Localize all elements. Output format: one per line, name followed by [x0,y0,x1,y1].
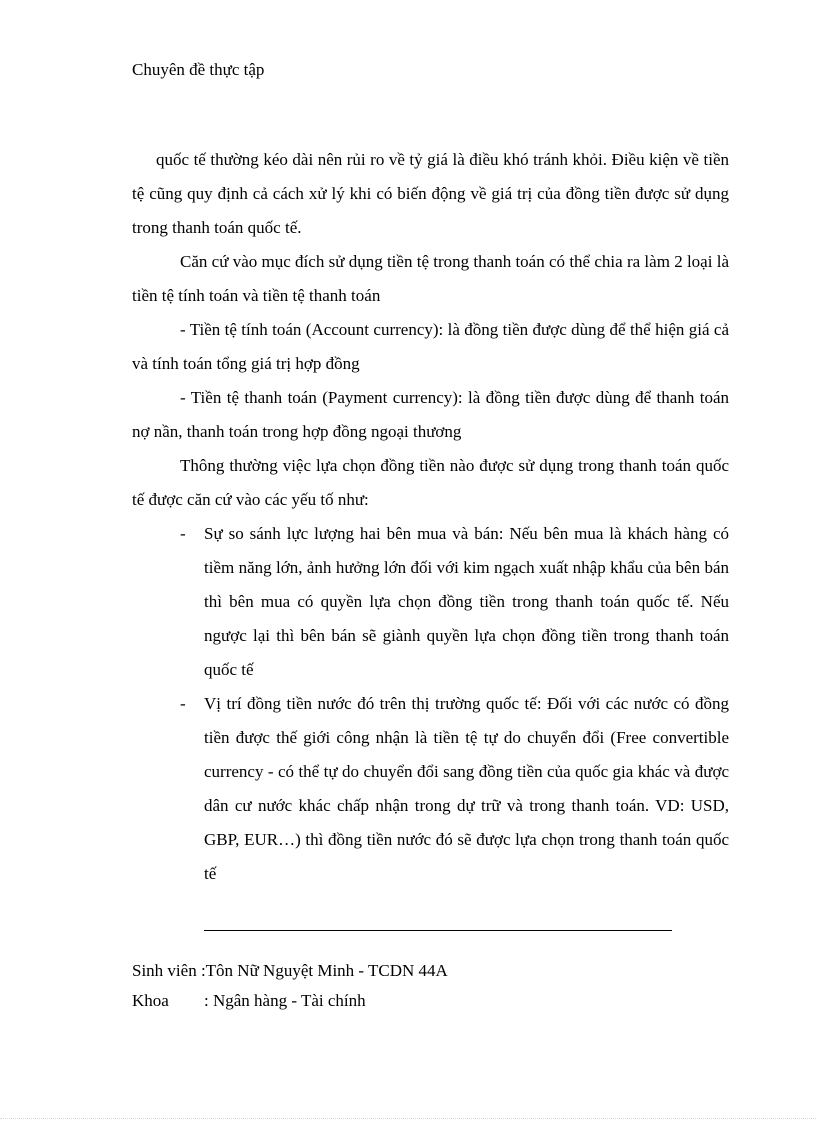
paragraph-4: - Tiền tệ thanh toán (Payment currency): là đồng tiền được dùng để thanh toán nợ nần, thanh toán trong hợp đồng ngoại thương [132,388,729,441]
footer-student-row [132,956,448,986]
student-name: Tôn Nữ Nguyệt Minh - TCDN 44A [205,961,448,980]
footer-divider [204,930,672,931]
paragraph-3: - Tiền tệ tính toán (Account currency): là đồng tiền được dùng để thể hiện giá cả và tính toán tổng giá trị hợp đồng [132,320,729,373]
bullet-item-1 [132,517,729,687]
bullet-text: Vị trí đồng tiền nước đó trên thị trường quốc tế: Đối với các nước có đồng tiền được thế giới công nhận là tiền tệ tự do chuyển đổi (Free convertible currency - có thể tự do chuyển đổi sang đồng tiền của quốc gia khác và được dân cư nước khác chấp nhận trong dự trữ và trong thanh toán. VD: USD, GBP, EUR…) thì đồng tiền nước đó sẽ được lựa chọn trong thanh toán quốc tế [204,694,729,883]
page-header: Chuyên đề thực tập [132,60,265,79]
bullet-text: Sự so sánh lực lượng hai bên mua và bán: Nếu bên mua là khách hàng có tiềm năng lớn, ảnh hưởng lớn đối với kim ngạch xuất nhập khẩu của bên bán thì bên mua có quyền lựa chọn đồng tiền trong thanh toán quốc tế. Nếu ngược lại thì bên bán sẽ giành quyền lựa chọn đồng tiền trong thanh toán quốc tế [204,524,729,679]
paragraph-1: quốc tế thường kéo dài nên rủi ro về tỷ giá là điều khó tránh khỏi. Điều kiện về tiền tệ cũng quy định cả cách xử lý khi có biến động về giá trị của đồng tiền được sử dụng trong thanh toán quốc tế. [132,150,729,237]
page-bottom-border [0,1118,816,1119]
paragraph-5: Thông thường việc lựa chọn đồng tiền nào được sử dụng trong thanh toán quốc tế được căn cứ vào các yếu tố như: [132,456,729,509]
faculty-label: Khoa [132,991,169,1010]
bullet-dash: - [180,524,186,543]
bullet-item-2 [132,687,729,891]
student-label: Sinh viên : [132,961,206,980]
faculty-name: : Ngân hàng - Tài chính [204,991,366,1010]
paragraph-2: Căn cứ vào mục đích sử dụng tiền tệ trong thanh toán có thể chia ra làm 2 loại là tiền tệ tính toán và tiền tệ thanh toán [132,252,729,305]
bullet-dash: - [180,694,186,713]
page-footer [132,956,448,1016]
document-body [132,143,729,891]
footer-faculty-row [132,986,448,1016]
